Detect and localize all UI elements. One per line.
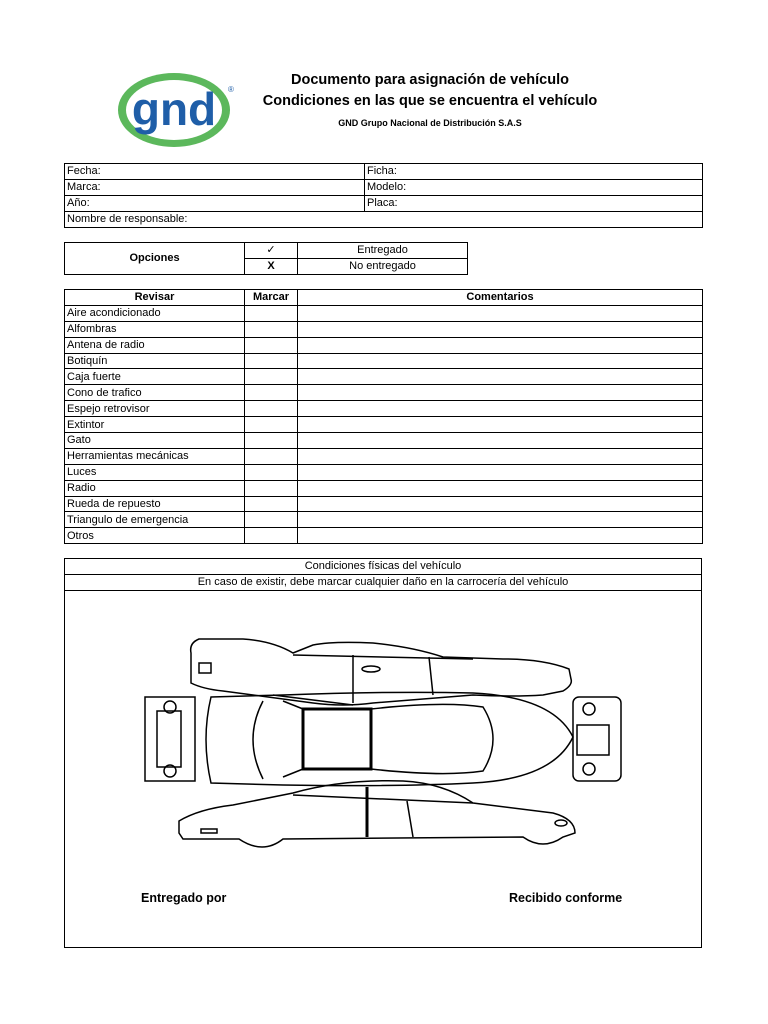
comment-cell[interactable] bbox=[298, 496, 703, 512]
car-top-view bbox=[145, 692, 621, 785]
document-header bbox=[250, 70, 610, 131]
check-item-label: Extintor bbox=[65, 417, 245, 433]
logo-text: gnd bbox=[131, 83, 217, 135]
checklist-table bbox=[64, 289, 703, 544]
check-item-label: Cono de trafico bbox=[65, 385, 245, 401]
responsable-field[interactable]: Nombre de responsable: bbox=[65, 212, 703, 228]
modelo-field[interactable]: Modelo: bbox=[365, 180, 703, 196]
svg-text:®: ® bbox=[228, 85, 234, 94]
mark-cell[interactable] bbox=[245, 417, 298, 433]
check-item-label: Herramientas mecánicas bbox=[65, 448, 245, 464]
car-side-bottom-view bbox=[179, 781, 575, 847]
table-row bbox=[65, 433, 703, 449]
check-item-label: Gato bbox=[65, 433, 245, 449]
vehicle-info-table bbox=[64, 163, 703, 228]
header-revisar: Revisar bbox=[65, 290, 245, 306]
header-marcar: Marcar bbox=[245, 290, 298, 306]
check-item-label: Antena de radio bbox=[65, 337, 245, 353]
physical-conditions-section bbox=[64, 558, 702, 948]
x-mark-icon: X bbox=[245, 259, 298, 275]
document-title: Documento para asignación de vehículo bbox=[291, 72, 569, 88]
placa-field[interactable]: Placa: bbox=[365, 196, 703, 212]
comment-cell[interactable] bbox=[298, 417, 703, 433]
marca-field[interactable]: Marca: bbox=[65, 180, 365, 196]
conditions-title: Condiciones físicas del vehículo bbox=[65, 559, 701, 575]
comment-cell[interactable] bbox=[298, 401, 703, 417]
table-row bbox=[65, 353, 703, 369]
mark-cell[interactable] bbox=[245, 385, 298, 401]
options-legend bbox=[64, 242, 468, 275]
checklist-header-row bbox=[65, 290, 703, 306]
check-item-label: Triangulo de emergencia bbox=[65, 512, 245, 528]
comment-cell[interactable] bbox=[298, 321, 703, 337]
table-row bbox=[65, 401, 703, 417]
comment-cell[interactable] bbox=[298, 480, 703, 496]
delivered-by-label: Entregado por bbox=[141, 891, 227, 905]
comment-cell[interactable] bbox=[298, 385, 703, 401]
check-item-label: Espejo retrovisor bbox=[65, 401, 245, 417]
table-row bbox=[65, 305, 703, 321]
table-row bbox=[65, 496, 703, 512]
table-row bbox=[65, 464, 703, 480]
check-item-label: Botiquín bbox=[65, 353, 245, 369]
comment-cell[interactable] bbox=[298, 464, 703, 480]
mark-cell[interactable] bbox=[245, 464, 298, 480]
table-row bbox=[65, 512, 703, 528]
comment-cell[interactable] bbox=[298, 528, 703, 544]
table-row bbox=[65, 321, 703, 337]
mark-cell[interactable] bbox=[245, 369, 298, 385]
comment-cell[interactable] bbox=[298, 305, 703, 321]
comment-cell[interactable] bbox=[298, 353, 703, 369]
check-item-label: Otros bbox=[65, 528, 245, 544]
header-comentarios: Comentarios bbox=[298, 290, 703, 306]
comment-cell[interactable] bbox=[298, 433, 703, 449]
table-row bbox=[65, 337, 703, 353]
comment-cell[interactable] bbox=[298, 337, 703, 353]
comment-cell[interactable] bbox=[298, 448, 703, 464]
delivered-label: Entregado bbox=[298, 243, 468, 259]
check-item-label: Alfombras bbox=[65, 321, 245, 337]
check-item-label: Caja fuerte bbox=[65, 369, 245, 385]
table-row bbox=[65, 480, 703, 496]
table-row bbox=[65, 528, 703, 544]
ficha-field[interactable]: Ficha: bbox=[365, 164, 703, 180]
mark-cell[interactable] bbox=[245, 528, 298, 544]
mark-cell[interactable] bbox=[245, 448, 298, 464]
company-name: GND Grupo Nacional de Distribución S.A.S bbox=[338, 118, 522, 128]
mark-cell[interactable] bbox=[245, 496, 298, 512]
mark-cell[interactable] bbox=[245, 512, 298, 528]
mark-cell[interactable] bbox=[245, 401, 298, 417]
mark-cell[interactable] bbox=[245, 305, 298, 321]
company-logo bbox=[116, 70, 236, 150]
check-item-label: Aire acondicionado bbox=[65, 305, 245, 321]
table-row bbox=[65, 417, 703, 433]
mark-cell[interactable] bbox=[245, 433, 298, 449]
options-label: Opciones bbox=[65, 243, 245, 275]
vehicle-damage-diagram[interactable] bbox=[143, 611, 623, 861]
mark-cell[interactable] bbox=[245, 337, 298, 353]
mark-cell[interactable] bbox=[245, 321, 298, 337]
fecha-field[interactable]: Fecha: bbox=[65, 164, 365, 180]
check-item-label: Luces bbox=[65, 464, 245, 480]
not-delivered-label: No entregado bbox=[298, 259, 468, 275]
check-item-label: Radio bbox=[65, 480, 245, 496]
conditions-instruction: En caso de existir, debe marcar cualquier daño en la carrocería del vehículo bbox=[65, 575, 701, 591]
check-icon: ✓ bbox=[245, 243, 298, 259]
anio-field[interactable]: Año: bbox=[65, 196, 365, 212]
check-item-label: Rueda de repuesto bbox=[65, 496, 245, 512]
document-subtitle: Condiciones en las que se encuentra el vehículo bbox=[262, 93, 598, 109]
mark-cell[interactable] bbox=[245, 353, 298, 369]
table-row bbox=[65, 385, 703, 401]
mark-cell[interactable] bbox=[245, 480, 298, 496]
comment-cell[interactable] bbox=[298, 369, 703, 385]
received-by-label: Recibido conforme bbox=[509, 891, 623, 905]
table-row bbox=[65, 448, 703, 464]
car-side-top-view bbox=[191, 639, 572, 705]
comment-cell[interactable] bbox=[298, 512, 703, 528]
table-row bbox=[65, 369, 703, 385]
